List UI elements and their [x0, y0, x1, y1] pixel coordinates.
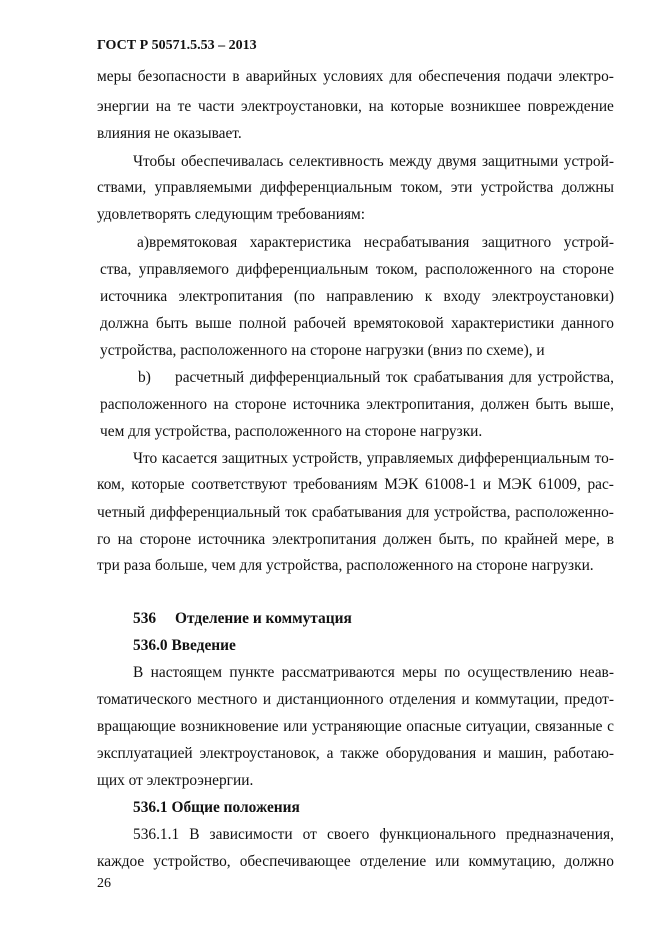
text-line: го на стороне источника электропитания должен быть, по крайней мере, в — [97, 531, 614, 548]
list-item-b-marker: b) — [138, 369, 151, 386]
text-line: эксплуатацией электроустановок, а также оборудования и машин, работаю- — [97, 745, 614, 762]
text-line: влияния не оказывает. — [97, 125, 242, 142]
page-number: 26 — [97, 876, 111, 891]
text-line: каждое устройство, обеспечивающее отделение или коммутацию, должно — [97, 853, 614, 870]
subsection-heading: 536.1 Общие положения — [133, 799, 300, 816]
page-header: ГОСТ Р 50571.5.53 – 2013 — [97, 38, 257, 53]
list-item-a-line: устройства, расположенного на стороне нагрузки (вниз по схеме), и — [100, 342, 545, 359]
text-line: меры безопасности в аварийных условиях для обеспечения подачи электро- — [97, 68, 614, 85]
list-item-a-line: ства, управляемого дифференциальным током, расположенного на стороне — [100, 261, 614, 278]
list-item-b-line: чем для устройства, расположенного на стороне нагрузки. — [100, 423, 483, 440]
text-line: щих от электроэнергии. — [97, 772, 254, 789]
text-line: удовлетворять следующим требованиям: — [97, 206, 366, 223]
list-item-a-line: источника электропитания (по направлению к входу электроустановки) — [100, 288, 614, 305]
text-line: ствами, управляемыми дифференциальным током, эти устройства должны — [97, 179, 614, 196]
list-item-b-line: расчетный дифференциальный ток срабатывания для устройства, — [175, 369, 614, 386]
text-line: ком, которые соответствуют требованиям МЭК 61008-1 и МЭК 61009, рас- — [97, 476, 614, 493]
text-line: энергии на те части электроустановки, на которые возникшее повреждение — [97, 98, 614, 115]
text-line: Что касается защитных устройств, управляемых дифференциальным то- — [133, 450, 614, 467]
list-item-a-line: должна быть выше полной рабочей времятоковой характеристики данного — [100, 315, 614, 332]
text-line: Чтобы обеспечивалась селективность между двумя защитными устрой- — [133, 153, 614, 170]
text-line: вращающие возникновение или устраняющие опасные ситуации, связанные с — [97, 718, 614, 735]
text-line: томатического местного и дистанционного отделения и коммутации, предот- — [97, 691, 614, 708]
list-item-a-line: а)времятоковая характеристика несрабатывания защитного устрой- — [137, 234, 614, 251]
text-line: три раза больше, чем для устройства, расположенного на стороне нагрузки. — [97, 557, 594, 574]
list-item-b-line: расположенного на стороне источника электропитания, должен быть выше, — [100, 396, 614, 413]
section-title: Отделение и коммутация — [175, 610, 352, 627]
text-line: В настоящем пункте рассматриваются меры по осуществлению неав- — [133, 664, 614, 681]
section-number: 536 — [133, 610, 157, 627]
text-line: четный дифференциальный ток срабатывания для устройства, расположенно- — [97, 504, 614, 521]
text-line: 536.1.1 В зависимости от своего функционального предназначения, — [133, 826, 614, 843]
subsection-heading: 536.0 Введение — [133, 637, 236, 654]
